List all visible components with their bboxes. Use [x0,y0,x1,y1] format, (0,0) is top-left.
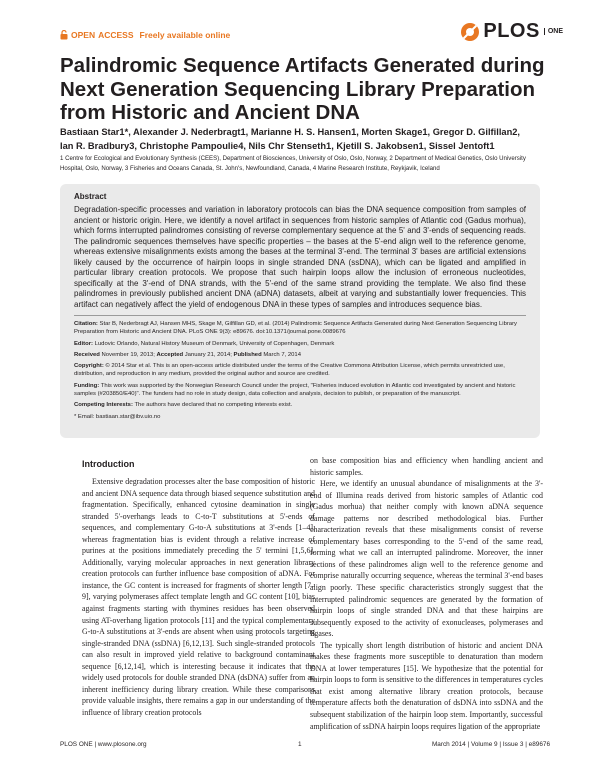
authors-line-2: Ian R. Bradbury3, Christophe Pampoulie4, Nils Chr Stenseth1, Kjetill S. Jakobsen1, Sissel Jentoft1 [60,140,495,151]
intro-paragraph-3: The typically short length distribution of historic and ancient DNA makes these fragments more susceptible to denaturation than modern DNA at lower temperatures [15]. We hypothesize that the potential for hairpin loops to form is sensitive to the differences in temperatures cycles that exist among alternative library creation protocols, because temperature affects both the denaturation of dsDNA into ssDNA and the subsequent stabilization of the hairpin loop stem. Importantly, successful amplification of ssDNA hairpin loops requires ligation of the appropriate [310,640,543,731]
abstract-heading: Abstract [74,192,107,201]
competing-interests: Competing Interests: The authors have declared that no competing interests exist. [74,402,293,409]
contact-email[interactable]: * Email: bastiaan.star@ibv.uio.no [74,413,161,420]
intro-paragraph-cont: on base composition bias and efficiency when handling ancient and historic samples. [310,456,543,477]
access-label: ACCESS [98,30,134,40]
funding: Funding: This work was supported by the Norwegian Research Council under the project, "Fisheries induced evolution in Atlantic cod investigated by ancient and historic samples (#203850/E40)". The funders had no role in study design, data collection and analysis, decision to publish, or preparation of the manuscript. [74,382,516,398]
right-column [310,455,543,732]
page-number: 1 [298,741,302,748]
footer-right: March 2014 | Volume 9 | Issue 3 | e89676 [431,741,550,748]
footer-volume: Volume 9 [470,741,498,748]
abstract-body: Degradation-specific processes and variation in laboratory protocols can bias the DNA sequence composition from samples of ancient or historic origin. Here, we identify a novel artifact in sequences from historic samples of Atlantic cod (Gadus morhua), which forms interrupted palindromes consisting of reverse complementary sequence at the 5' and 3'-ends of sequencing reads. The palindromic sequences themselves have specific properties – the bases at the 5'-end align well to the reference genome, whereas extensive misalignments exists among the bases at the terminal 3'-end. The terminal 3' bases are artificial extensions likely caused by the occurrence of hairpin loops in single stranded DNA (ssDNA), which can be ligated and amplified in particular library creation protocols. We propose that such hairpin loops allow the inclusion of erroneous nucleotides, specifically at the 3'-end of DNA strands, with the 5'-end of the same strand providing the template. We also find these palindromes in previously published ancient DNA (aDNA) datasets, albeit at varying and substantially lower frequencies. This artifact can negatively affect the yield of endogenous DNA in these types of samples and introduces sequence bias. [74,205,526,309]
dates: Received November 19, 2013; Accepted January 21, 2014; Published March 7, 2014 [74,351,301,358]
copyright: Copyright: © 2014 Star et al. This is an open-access article distributed under the terms of the Creative Commons Attribution License, which permits unrestricted use, distribution, and reproduction in any medium, provided the original author and source are credited. [74,363,505,378]
plos-logo[interactable] [460,20,563,43]
abstract-divider [74,315,526,316]
open-lock-icon [60,30,68,40]
logo-journal: ONE [544,28,563,35]
author-list [60,126,550,153]
intro-paragraph-2: Here, we identify an unusual abundance of misalignments at the 3'-end of Illumina reads derived from historic samples of Atlantic cod (Gadus morhua) that neither comply with known aDNA sequence damage patterns nor described methodological bias. Further characterization reveals that these misalignments consist of reverse complementary bases corresponding to the 5'-end of the same read, forming what we call an interrupted palindrome. Moreover, the inner sections of these palindromes align well to the reference genome and comprise naturally occurring sequence, whereas the terminal 3'-end bases align poorly. These specific characteristics strongly suggest that the interrupted palindromic sequences are generated by the formation of hairpin loops of single stranded DNA and that these hairpins are subsequently exposed to the activity of exonucleases, polymerases and ligases. [310,479,543,639]
affiliations: 1 Centre for Ecological and Evolutionary Synthesis (CEES), Department of Biosciences, University of Oslo, Oslo, Norway, 2 Department of Medical Genetics, Oslo University Hospital, Oslo, Norway, 3 Fisheries and Oceans Canada, St. John's, Newfoundland, Canada, 4 Marine Research Institute, Reykjavik, Iceland [60,155,526,172]
logo-name: PLOS [483,20,540,42]
footer-article: e89676 [528,741,550,748]
intro-paragraph-1: Extensive degradation processes alter the base composition of historic and ancient DNA sequence data through biased sequence substitution and fragmentation. Specifically, enhanced cytosine deamination in single stranded 5'-overhangs leads to C-to-T substitutions at 5'-ends of sequences, and complementary G-to-A substitutions at 3'-ends [1–4], whereas fragmentation bias is evident through a relative increase of purines at the positions immediately preceding the 5' termini [1,5,6]. Additionally, varying molecular approaches in next generation library creation protocols can further influence base composition of aDNA. For instance, the GC content is increased for fragments of shorter length [7–9], varying polymerases affect template length and GC content [10], bias against fragments starting with thymines residues has been observed using AT-overhang ligation protocols [11] and the typical complementary G-to-A substitutions at 3'-ends are absent when using protocols targeting single-stranded DNA (ssDNA) [6,12,13]. Such single-stranded protocols can also result in improved yield relative to background contaminant sequence [6,12,14], which is interesting because it indicates that the widely used protocols for double stranded DNA (dsDNA) suffer from an inherent inefficiency during library creation. While these comparisons provide valuable insights, there remains a gap in our understanding of the influence of library creation protocols [82,477,315,717]
open-access-badge [60,30,230,40]
editor: Editor: Ludovic Orlando, Natural History Museum of Denmark, University of Copenhagen, Denmark [74,340,335,347]
footer-left: PLOS ONE | www.plosone.org [60,741,147,748]
left-column [82,476,315,718]
open-label: OPEN [71,30,96,40]
footer-date: March 2014 [431,741,466,748]
abstract-box [60,184,540,438]
page-footer [60,741,550,748]
plos-mark-icon [460,22,480,42]
authors-line-1: Bastiaan Star1*, Alexander J. Nederbragt1, Marianne H. S. Hansen1, Morten Skage1, Gregor D. Gilfillan2, [60,127,521,137]
article-title: Palindromic Sequence Artifacts Generated during Next Generation Sequencing Library Preparation from Historic and Ancient DNA [60,54,545,124]
freely-available-label: Freely available online [139,30,231,40]
citation: Citation: Star B, Nederbragt AJ, Hansen MHS, Skage M, Gilfillan GD, et al. (2014) Palindromic Sequence Artifacts Generated during Next Generation Sequencing Library Preparation from Historic and Ancient DNA. PLoS ONE 9(3): e89676. doi:10.1371/journal.pone.0089676 [74,321,517,336]
footer-journal: PLOS ONE [60,741,93,748]
footer-site[interactable]: www.plosone.org [97,741,147,748]
footer-issue: Issue 3 [502,741,524,748]
introduction-heading: Introduction [82,459,135,469]
